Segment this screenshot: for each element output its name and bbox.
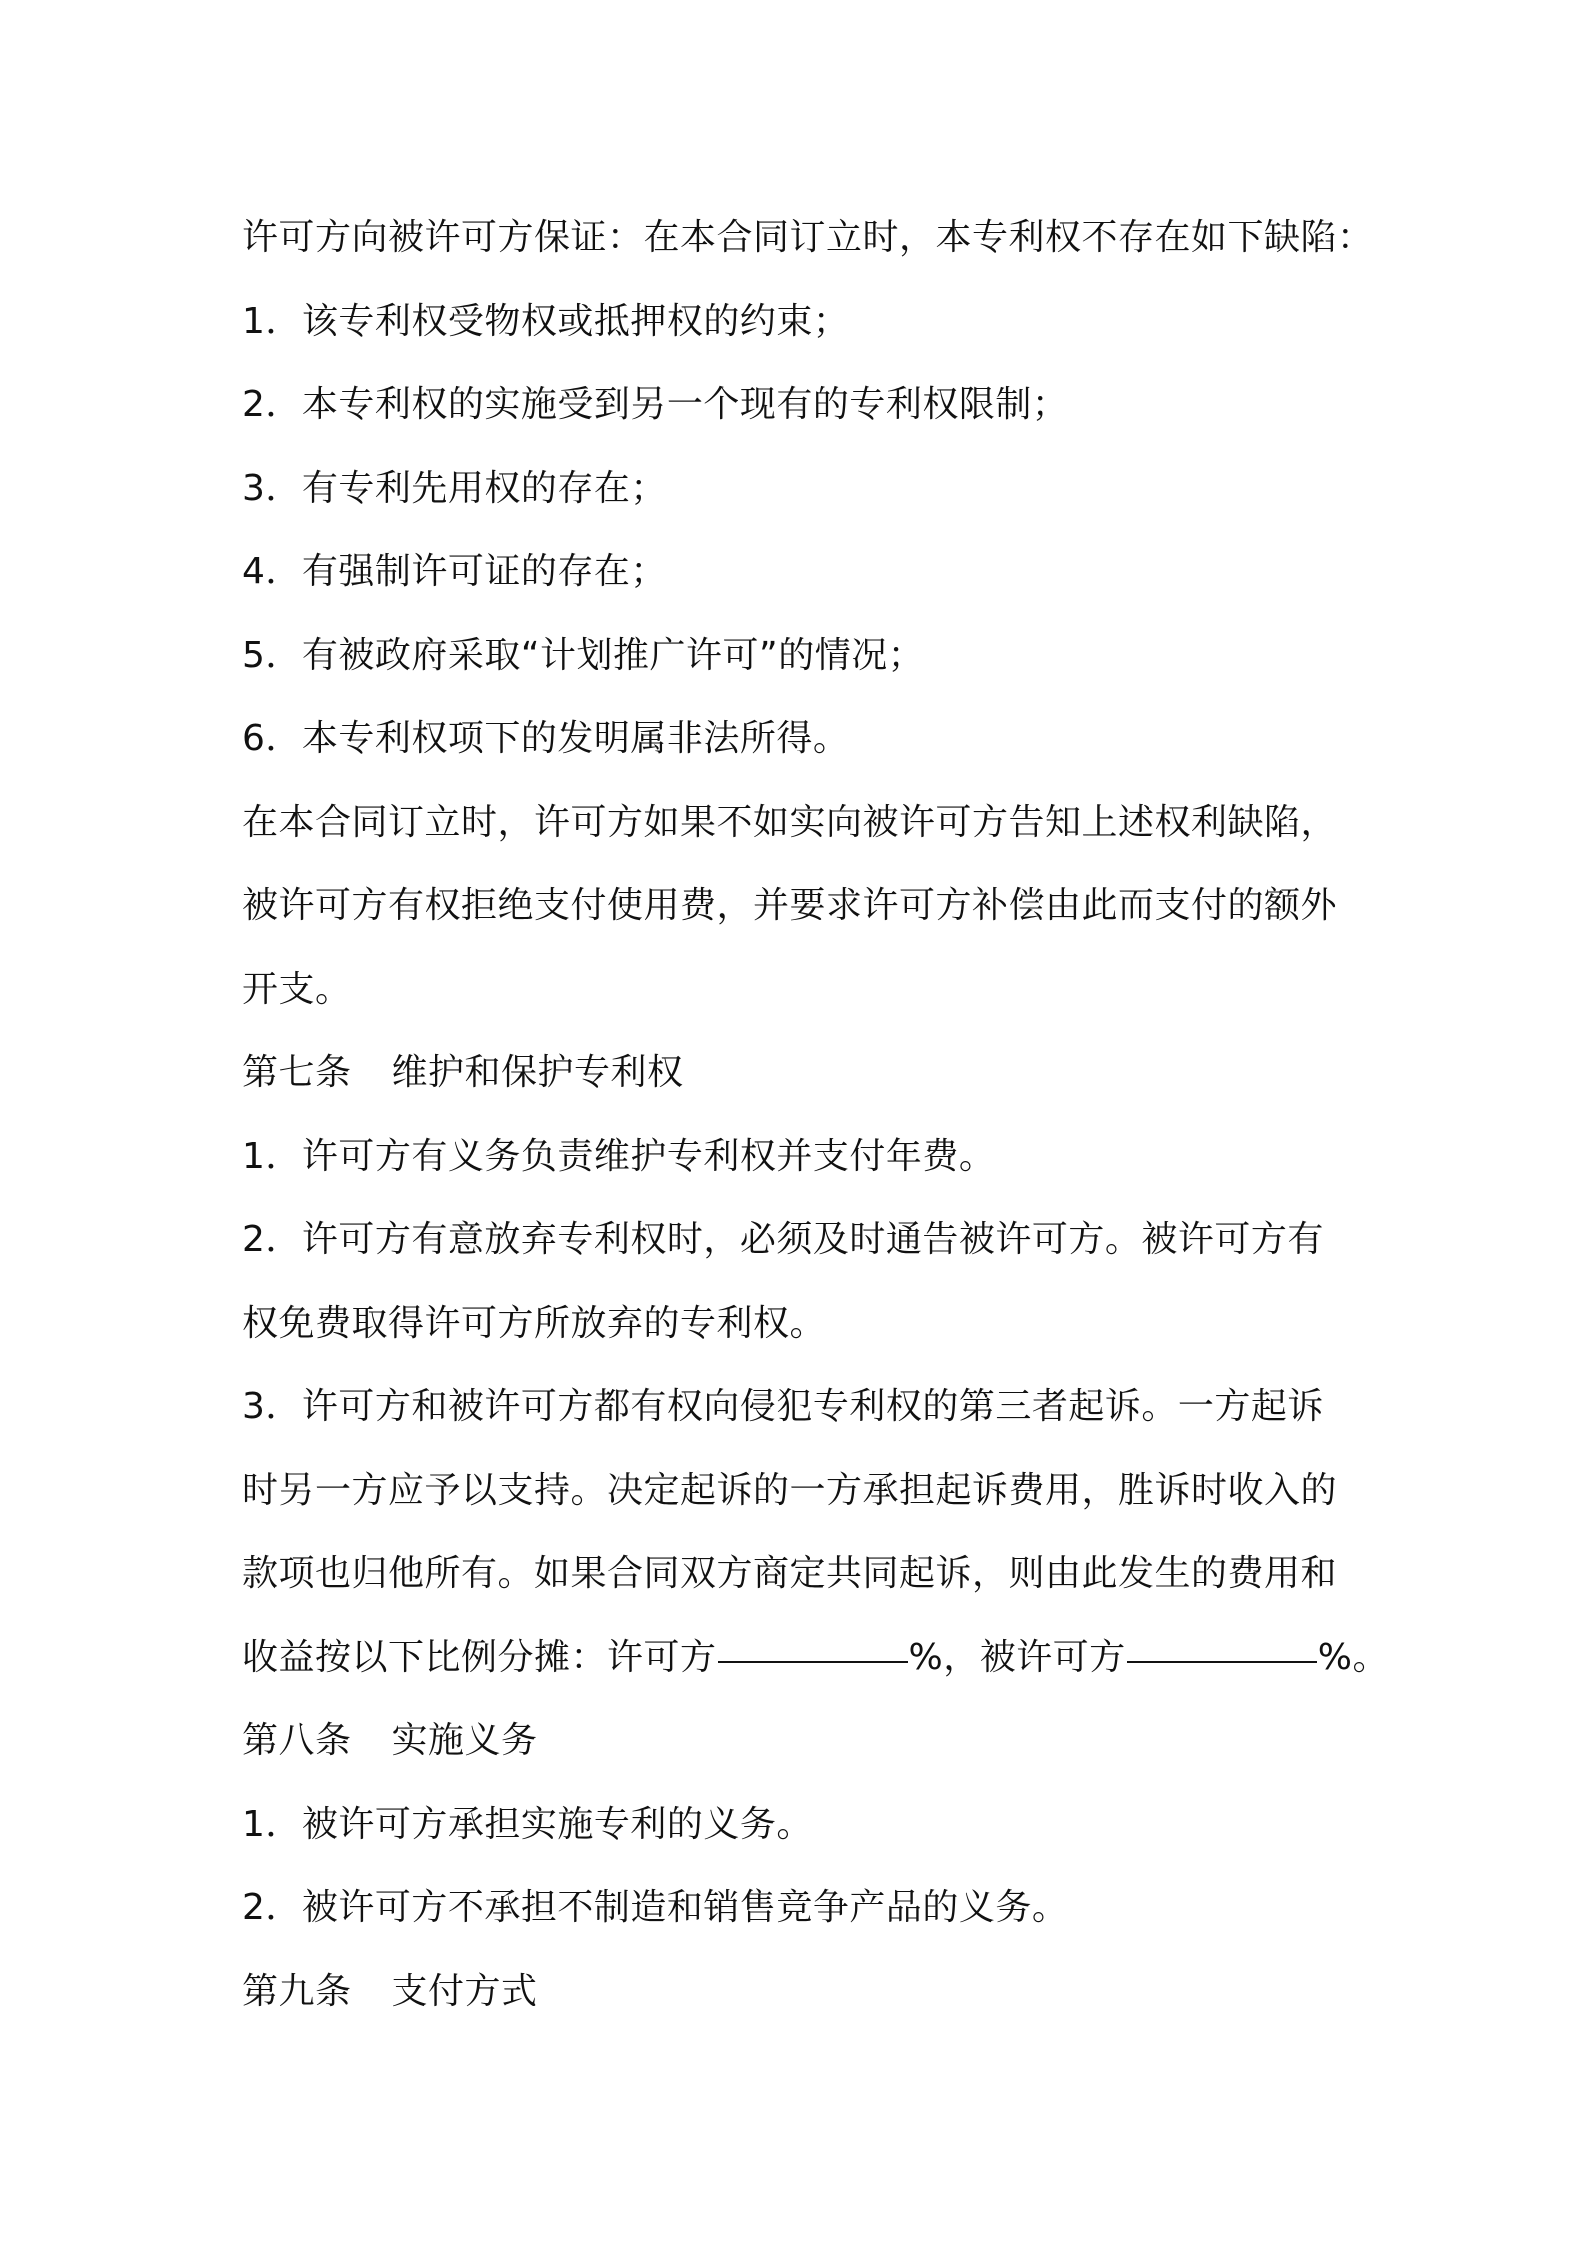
list-item-defect-3: 3．有专利先用权的存在； (242, 467, 667, 509)
article-8-item-2: 2．被许可方不承担不制造和销售竞争产品的义务。 (242, 1887, 1069, 1928)
paragraph-defect-remedy-line-3: 开支。 (242, 968, 352, 1010)
list-item-defect-5: 5．有被政府采取“计划推广许可”的情况； (242, 634, 925, 676)
article-8-item-1: 1．被许可方承担实施专利的义务。 (242, 1803, 813, 1845)
article-7-item-1: 1．许可方有义务负责维护专利权并支付年费。 (242, 1135, 996, 1177)
list-item-defect-4: 4．有强制许可证的存在； (242, 551, 667, 592)
list-item-defect-6: 6．本专利权项下的发明属非法所得。 (242, 718, 850, 759)
ratio-middle: %，被许可方 (908, 1636, 1126, 1678)
article-7-item-2-line-1: 2．许可方有意放弃专利权时，必须及时通告被许可方。被许可方有 (242, 1219, 1324, 1260)
article-7-heading (242, 1031, 1372, 1115)
article-7-number: 第七条 (242, 1052, 352, 1093)
article-9-heading (242, 1950, 1372, 2034)
article-8-title: 实施义务 (391, 1720, 538, 1761)
article-7-title: 维护和保护专利权 (391, 1052, 684, 1093)
licensee-ratio-blank[interactable] (1127, 1661, 1317, 1663)
article-7-item-3-line-2: 时另一方应予以支持。决定起诉的一方承担起诉费用，胜诉时收入的 (242, 1469, 1338, 1511)
paragraph-defect-remedy-line-1: 在本合同订立时，许可方如果不如实向被许可方告知上述权利缺陷， (242, 801, 1338, 843)
article-8-number: 第八条 (242, 1720, 352, 1761)
ratio-suffix: %。 (1317, 1636, 1389, 1678)
paragraph-warranty-intro: 许可方向被许可方保证：在本合同订立时，本专利权不存在如下缺陷： (242, 217, 1374, 258)
list-item-defect-2: 2．本专利权的实施受到另一个现有的专利权限制； (242, 384, 1069, 425)
article-7-item-3-ratio-line (242, 1616, 1389, 1700)
article-7-item-2-line-2: 权免费取得许可方所放弃的专利权。 (242, 1302, 827, 1344)
article-7-item-3-line-1: 3．许可方和被许可方都有权向侵犯专利权的第三者起诉。一方起诉 (242, 1386, 1324, 1427)
article-8-heading (242, 1699, 1372, 1783)
article-7-item-3-line-3: 款项也归他所有。如果合同双方商定共同起诉，则由此发生的费用和 (242, 1553, 1338, 1594)
document-body (242, 196, 1389, 2033)
article-9-number: 第九条 (242, 1970, 352, 2012)
article-9-title: 支付方式 (391, 1970, 538, 2012)
licensor-ratio-blank[interactable] (718, 1661, 908, 1663)
paragraph-defect-remedy-line-2: 被许可方有权拒绝支付使用费，并要求许可方补偿由此而支付的额外 (242, 885, 1338, 926)
ratio-prefix: 收益按以下比例分摊：许可方 (242, 1636, 717, 1678)
list-item-defect-1: 1．该专利权受物权或抵押权的约束； (242, 300, 850, 342)
